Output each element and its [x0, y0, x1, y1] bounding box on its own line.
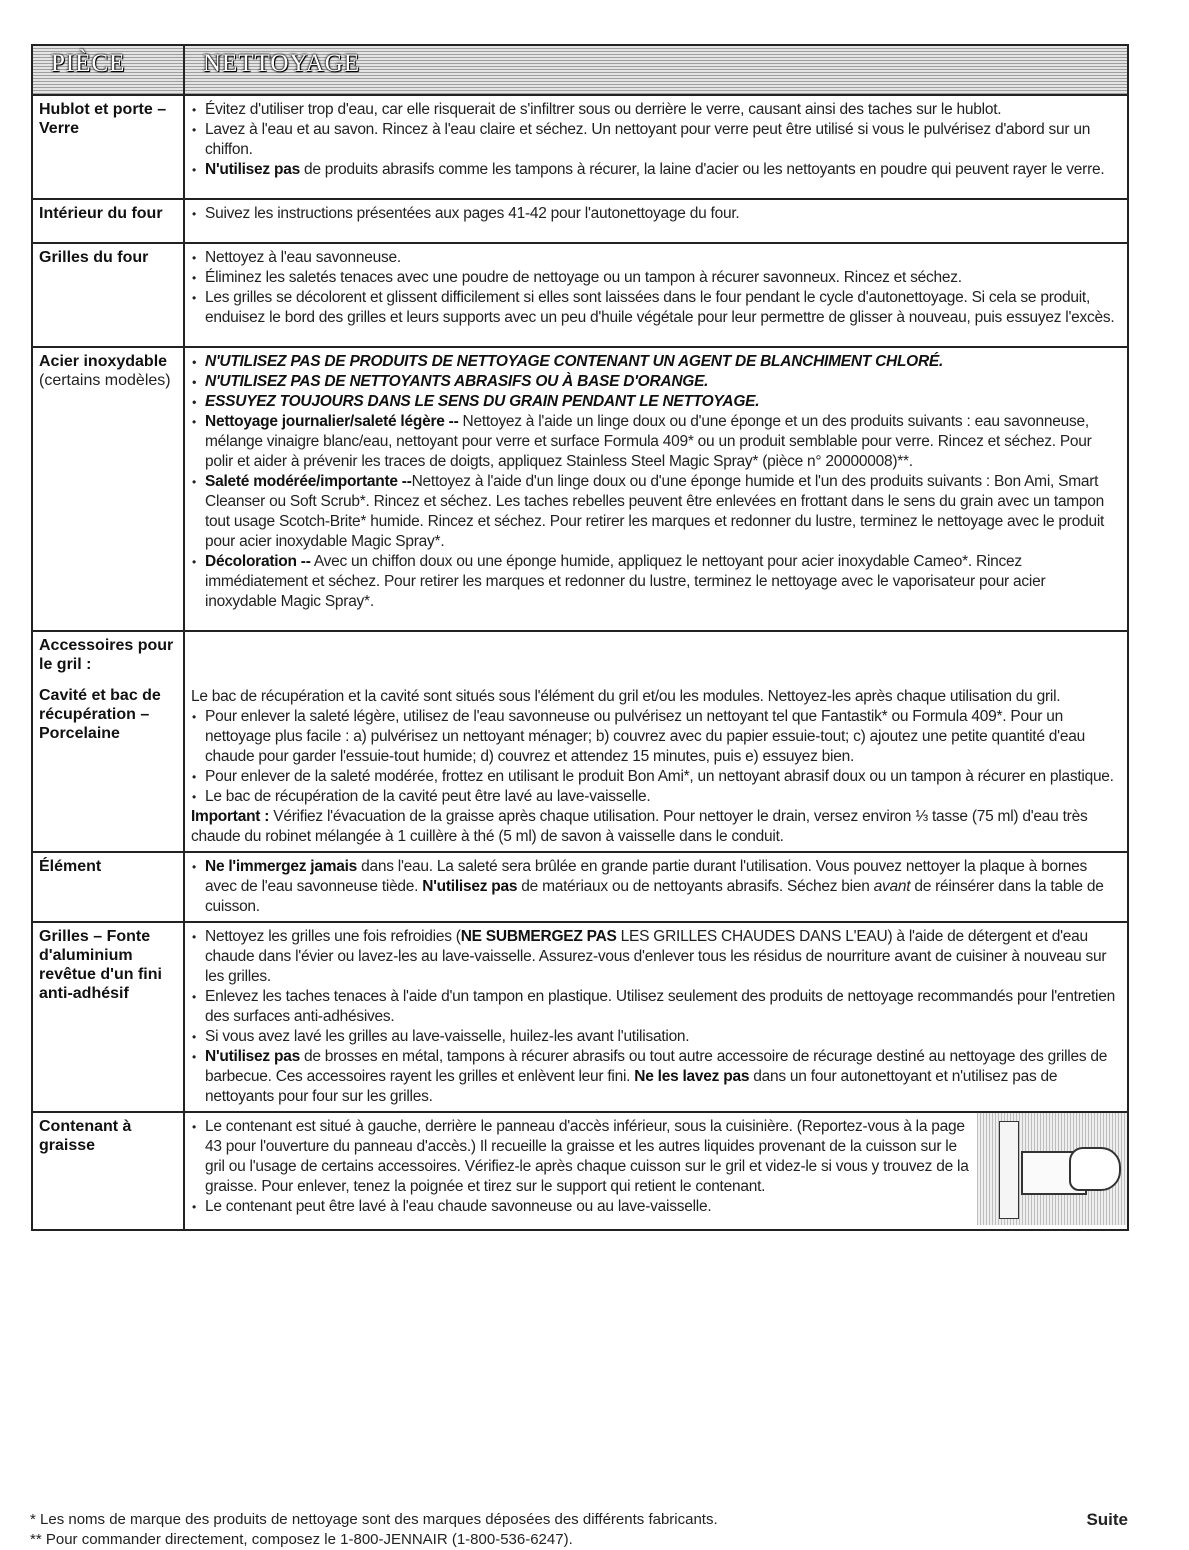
list-item: • Le contenant est situé à gauche, derrière le panneau d'accès inférieur, sous la cuisinière. (Reportez-vous à la page 43 pour l'ouverture du panneau d'accès.) Il recueille la graisse et les autres liquides provenant de la cuisson sur le gril ou l'usage de certains accessoires. Vérifiez-le après chaque cuisson sur le gril et videz-le si vous y trouvez de la graisse. Pour enlever, tenez la poignée et tirez sur le support qui retient le contenant.	[191, 1117, 1121, 1197]
part-graisse: Contenant à graisse	[32, 1112, 184, 1230]
header-part: PIÈCE	[51, 50, 126, 77]
text-hublot	[184, 95, 1128, 199]
list-item: • Le bac de récupération de la cavité peut être lavé au lave-vaisselle.	[191, 787, 1121, 807]
text-fonte	[184, 922, 1128, 1112]
part-accessoires-title: Accessoires pour le gril :	[39, 637, 174, 673]
list-item: • Pour enlever la saleté légère, utilisez de l'eau savonneuse ou pulvérisez un nettoyant tel que Fantastik* ou Formula 409*. Pour un nettoyage plus facile : a) pulvérisez un nettoyant ménager; b) couvrez avec du papier essuie-tout; c) ajoutez une petite quantité d'eau chaude pour garder l'essuie-tout humide; d) couvrez et attendez 15 minutes, puis e) essuyez bien.	[191, 707, 1121, 767]
row-hublot	[32, 95, 1128, 199]
row-fonte	[32, 922, 1128, 1112]
text-accessoires	[184, 631, 1128, 852]
list-item: • Suivez les instructions présentées aux pages 41-42 pour l'autonettoyage du four.	[191, 204, 1121, 224]
header-part-cell	[32, 45, 184, 95]
part-grilles: Grilles du four	[32, 243, 184, 347]
part-acier-sub: (certains modèles)	[39, 372, 171, 389]
row-graisse	[32, 1112, 1128, 1230]
text-element	[184, 852, 1128, 922]
part-element: Élément	[32, 852, 184, 922]
warning-item: • N'UTILISEZ PAS DE PRODUITS DE NETTOYAGE CONTENANT UN AGENT DE BLANCHIMENT CHLORÉ.	[191, 352, 1121, 372]
important-note: Important : Vérifiez l'évacuation de la graisse après chaque utilisation. Pour nettoyer le drain, versez environ ⅓ tasse (75 ml) d'eau très chaude du robinet mélangée à 1 cuillère à thé (5 ml) de savon à vaisselle dans le conduit.	[191, 808, 1088, 845]
list-item: • Enlevez les taches tenaces à l'aide d'un tampon en plastique. Utilisez seulement des produits de nettoyage recommandés pour l'entretien des surfaces anti-adhésives.	[191, 987, 1121, 1027]
part-acier	[32, 347, 184, 631]
part-acier-label: Acier inoxydable	[39, 353, 168, 370]
header-cleaning-cell	[184, 45, 1128, 95]
list-item: • Décoloration -- Avec un chiffon doux ou une éponge humide, appliquez le nettoyant pour acier inoxydable Cameo*. Rincez immédiatement et séchez. Pour retirer les marques et redonner du lustre, terminez le nettoyage avec le vaporisateur pour acier inoxydable Magic Spray*.	[191, 552, 1121, 612]
list-item: • Lavez à l'eau et au savon. Rincez à l'eau claire et séchez. Un nettoyant pour verre peut être utilisé si vous le pulvérisez d'abord sur un chiffon.	[191, 120, 1121, 160]
footer	[30, 1510, 1128, 1550]
list-item: • Éliminez les saletés tenaces avec une poudre de nettoyage ou un tampon à récurer savonneux. Rincez et séchez.	[191, 268, 1121, 288]
list-item: • Pour enlever de la saleté modérée, frottez en utilisant le produit Bon Ami*, un nettoyant abrasif doux ou un tampon à récurer en plastique.	[191, 767, 1121, 787]
cleaning-table-sheet	[31, 44, 1127, 1231]
list-item: • Nettoyage journalier/saleté légère -- Nettoyez à l'aide un linge doux ou d'une éponge et un des produits suivants : eau savonneuse, mélange vinaigre blanc/eau, nettoyant pour verre et surface Formula 409* ou un produit semblable pour verre. Rincez et séchez. Pour polir et aider à prévenir les traces de doigts, appliquez Stainless Steel Magic Spray* (pièce n° 20000008)**.	[191, 412, 1121, 472]
list-item: • N'utilisez pas de produits abrasifs comme les tampons à récurer, la laine d'acier ou les nettoyants en poudre qui peuvent rayer le verre.	[191, 160, 1121, 180]
list-item: • Ne l'immergez jamais dans l'eau. La saleté sera brûlée en grande partie durant l'utilisation. Vous pouvez nettoyer la plaque à bornes avec de l'eau savonneuse tiède. N'utilisez pas de matériaux ou de nettoyants abrasifs. Séchez bien avant de réinsérer dans la table de cuisson.	[191, 857, 1121, 917]
warning-item: • ESSUYEZ TOUJOURS DANS LE SENS DU GRAIN PENDANT LE NETTOYAGE.	[191, 392, 1121, 412]
part-hublot: Hublot et porte – Verre	[32, 95, 184, 199]
text-acier	[184, 347, 1128, 631]
part-fonte: Grilles – Fonte d'aluminium revêtue d'un fini anti-adhésif	[32, 922, 184, 1112]
row-acier	[32, 347, 1128, 631]
row-element	[32, 852, 1128, 922]
list-item: • Nettoyez à l'eau savonneuse.	[191, 248, 1121, 268]
part-cavite: Cavité et bac de récupération – Porcelaine	[39, 687, 161, 742]
text-interieur	[184, 199, 1128, 243]
list-item: • Les grilles se décolorent et glissent difficilement si elles sont laissées dans le four pendant le cycle d'autonettoyage. Si cela se produit, enduisez le bord des grilles et leurs supports avec un peu d'huile végétale pour leur permettre de glisser à nouveau, puis essuyez l'excès.	[191, 288, 1121, 328]
warning-item: • N'UTILISEZ PAS DE NETTOYANTS ABRASIFS OU À BASE D'ORANGE.	[191, 372, 1121, 392]
text-graisse	[184, 1112, 1128, 1230]
row-grilles	[32, 243, 1128, 347]
table-header-row	[32, 45, 1128, 95]
list-item: • Évitez d'utiliser trop d'eau, car elle risquerait de s'infiltrer sous ou derrière le verre, causant ainsi des taches sur le hublot.	[191, 100, 1121, 120]
cleaning-table	[31, 44, 1129, 1231]
list-item: • Nettoyez les grilles une fois refroidies (NE SUBMERGEZ PAS LES GRILLES CHAUDES DANS L'EAU) à l'aide de détergent et d'eau chaude dans l'évier ou lavez-les au lave-vaisselle. Assurez-vous d'enlever tous les résidus de nourriture avant de cuisiner à nouveau sur les grilles.	[191, 927, 1121, 987]
header-cleaning: NETTOYAGE	[203, 50, 361, 77]
row-interieur	[32, 199, 1128, 243]
footnote-order: ** Pour commander directement, composez le 1-800-JENNAIR (1-800-536-6247).	[30, 1531, 573, 1548]
footnote-trademarks: * Les noms de marque des produits de nettoyage sont des marques déposées des différents fabricants.	[30, 1511, 718, 1528]
list-item: • Saleté modérée/importante --Nettoyez à l'aide d'un linge doux ou d'une éponge humide et l'un des produits suivants : Bon Ami, Smart Cleanser ou Soft Scrub*. Rincez et séchez. Les taches rebelles peuvent être enlevées en frottant dans le sens du grain avec un tampon tout usage Scotch-Brite* humide. Rincez et séchez. Pour retirer les marques et redonner du lustre, terminez le nettoyage avec le produit pour acier inoxydable Magic Spray*.	[191, 472, 1121, 552]
part-interieur: Intérieur du four	[32, 199, 184, 243]
text-grilles	[184, 243, 1128, 347]
list-item: • N'utilisez pas de brosses en métal, tampons à récurer abrasifs ou tout autre accessoire de récurage destiné au nettoyage des grilles de barbecue. Ces accessoires rayent les grilles et enlèvent leur fini. Ne les lavez pas dans un four autonettoyant et n'utilisez pas de nettoyants pour four sur les grilles.	[191, 1047, 1121, 1107]
list-item: • Si vous avez lavé les grilles au lave-vaisselle, huilez-les avant l'utilisation.	[191, 1027, 1121, 1047]
part-accessoires	[32, 631, 184, 852]
continued-label: Suite	[1086, 1510, 1128, 1529]
list-item: • Le contenant peut être lavé à l'eau chaude savonneuse ou au lave-vaisselle.	[191, 1197, 1121, 1217]
row-accessoires	[32, 631, 1128, 852]
accessoires-intro: Le bac de récupération et la cavité sont situés sous l'élément du gril et/ou les modules. Nettoyez-les après chaque utilisation du gril.	[191, 688, 1061, 705]
